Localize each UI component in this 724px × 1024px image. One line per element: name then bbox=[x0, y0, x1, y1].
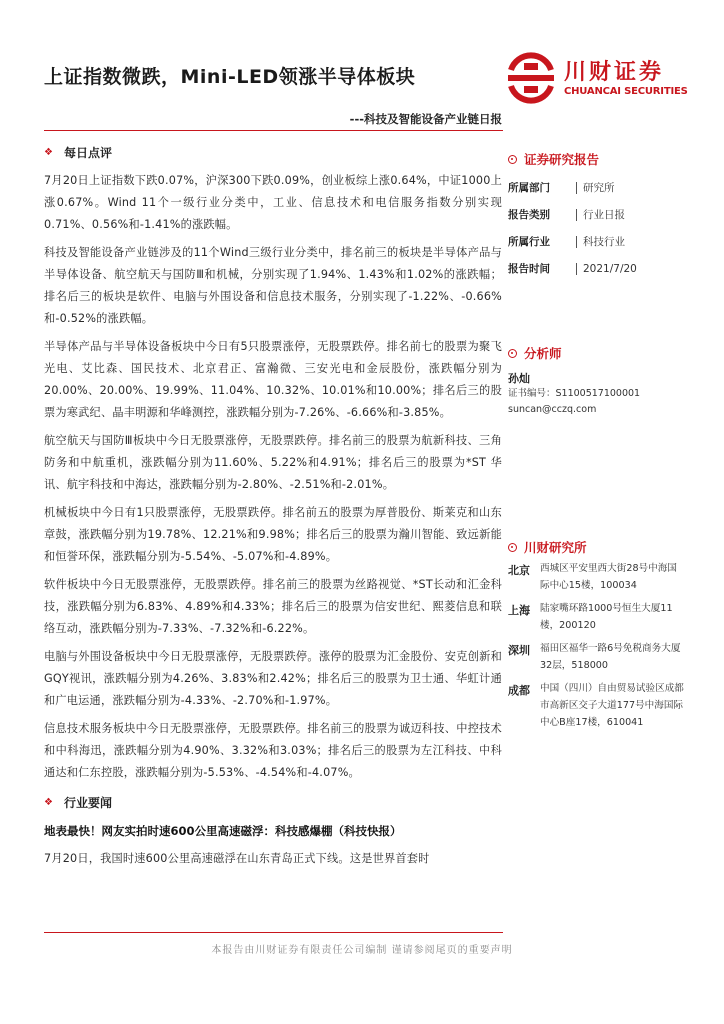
office-shanghai bbox=[508, 600, 698, 634]
sidebar-title: 证券研究报告 bbox=[524, 152, 600, 167]
info-row bbox=[508, 255, 698, 282]
info-key: 所属部门 bbox=[508, 182, 550, 194]
office-address: 西城区平安里西大街28号中海国际中心15楼，100034 bbox=[540, 563, 677, 591]
office-city: 上海 bbox=[508, 604, 530, 617]
target-icon bbox=[508, 543, 517, 552]
page-title: 上证指数微跌，Mini-LED领涨半导体板块 bbox=[44, 66, 416, 88]
analyst-certificate: 证书编号：S1100517100001 bbox=[508, 388, 641, 399]
office-city: 北京 bbox=[508, 564, 530, 577]
sidebar-report-header bbox=[508, 148, 698, 170]
sidebar-institute-header bbox=[508, 536, 698, 558]
header-divider bbox=[44, 130, 503, 131]
info-value: 研究所 bbox=[576, 182, 615, 194]
office-address: 中国（四川）自由贸易试验区成都市高新区交子大道177号中海国际中心B座17楼，610041 bbox=[540, 683, 684, 728]
paragraph-it-services: 信息技术服务板块中今日无股票涨停，无股票跌停。排名前三的股票为诚迈科技、中控技术和中科海迅，涨跌幅分别为4.90%、3.32%和3.03%；排名后三的股票为左江科技、中科通达和仁东控股，涨跌幅分别为-5.53%、-4.54%和-4.07%。 bbox=[44, 722, 502, 779]
target-icon bbox=[508, 155, 517, 164]
report-subtitle: ---科技及智能设备产业链日报 bbox=[349, 112, 502, 126]
info-row bbox=[508, 228, 698, 255]
section-label: 每日点评 bbox=[64, 145, 113, 160]
news-paragraph: 7月20日，我国时速600公里高速磁浮在山东青岛正式下线。这是世界首套时 bbox=[44, 852, 430, 865]
footer-disclaimer: 本报告由川财证券有限责任公司编制 谨请参阅尾页的重要声明 bbox=[211, 945, 513, 956]
chuancai-logo-icon bbox=[505, 52, 557, 104]
analyst-email[interactable]: suncan@cczq.com bbox=[508, 404, 597, 415]
office-shenzhen bbox=[508, 640, 698, 674]
diamond-bullet-icon: ❖ bbox=[44, 796, 53, 808]
paragraph-market: 7月20日上证指数下跌0.07%，沪深300下跌0.09%，创业板综上涨0.64%，中证1000上涨0.67%。Wind 11个一级行业分类中，工业、信息技术和电信服务指数分别实现0.71%、0.56%和-1.41%的涨跌幅。 bbox=[44, 174, 502, 231]
section-industry-news bbox=[44, 790, 502, 814]
info-row bbox=[508, 201, 698, 228]
paragraph-semiconductor: 半导体产品与半导体设备板块中今日有5只股票涨停，无股票跌停。排名前七的股票为聚飞光电、艾比森、国民技术、北京君正、富瀚微、三安光电和金辰股份，涨跌幅分别为20.00%、20.00%、19.99%、11.04%、10.32%、10.01%和10.00%；排名后三的股票为寒武纪、晶丰明源和华峰测控，涨跌幅分别为-7.26%、-6.66%和-3.85%。 bbox=[44, 340, 502, 419]
section-label: 行业要闻 bbox=[64, 795, 113, 810]
company-logo bbox=[505, 52, 688, 108]
sidebar bbox=[508, 148, 698, 737]
paragraph-software: 软件板块中今日无股票涨停，无股票跌停。排名前三的股票为丝路视觉、*ST长动和汇金科技，涨跌幅分别为6.83%、4.89%和4.33%；排名后三的股票为信安世纪、熙菱信息和联络互动，涨跌幅分别为-7.33%、-7.32%和-6.22%。 bbox=[44, 578, 502, 635]
paragraph-machinery: 机械板块中今日有1只股票涨停，无股票跌停。排名前五的股票为厚普股份、斯莱克和山东章鼓，涨跌幅分别为19.78%、12.21%和9.98%；排名后三的股票为瀚川智能、致远新能和恒誉环保，涨跌幅分别为-5.54%、-5.07%和-4.89%。 bbox=[44, 506, 502, 563]
office-beijing bbox=[508, 560, 698, 594]
diamond-bullet-icon: ❖ bbox=[44, 146, 53, 158]
info-value: 2021/7/20 bbox=[576, 263, 637, 275]
office-city: 深圳 bbox=[508, 644, 530, 657]
analyst-name: 孙灿 bbox=[508, 372, 530, 385]
main-content bbox=[44, 140, 502, 930]
info-key: 报告时间 bbox=[508, 263, 550, 275]
paragraph-sectors: 科技及智能设备产业链涉及的11个Wind三级行业分类中，排名前三的板块是半导体产品与半导体设备、航空航天与国防Ⅲ和机械，分别实现了1.94%、1.43%和1.02%的涨跌幅；排名后三的板块是软件、电脑与外围设备和信息技术服务，分别实现了-1.22%、-0.66%和-0.52%的涨跌幅。 bbox=[44, 246, 502, 325]
target-icon bbox=[508, 349, 517, 358]
info-key: 所属行业 bbox=[508, 236, 550, 248]
footer-divider bbox=[44, 932, 503, 933]
office-city: 成都 bbox=[508, 684, 530, 697]
office-address: 福田区福华一路6号免税商务大厦32层，518000 bbox=[540, 643, 681, 671]
info-key: 报告类别 bbox=[508, 209, 550, 221]
info-row bbox=[508, 174, 698, 201]
paragraph-aerospace: 航空航天与国防Ⅲ板块中今日无股票涨停，无股票跌停。排名前三的股票为航新科技、三角防务和中航重机，涨跌幅分别为11.60%、5.22%和4.91%；排名后三的股票为*ST 华讯、航宇科技和中海达，涨跌幅分别为-2.80%、-2.51%和-2.01%。 bbox=[44, 434, 502, 491]
sidebar-analyst-header bbox=[508, 342, 698, 364]
sidebar-title: 分析师 bbox=[524, 346, 562, 361]
office-address: 陆家嘴环路1000号恒生大厦11楼，200120 bbox=[540, 603, 673, 631]
news-title: 地表最快！网友实拍时速600公里高速磁浮：科技感爆棚（科技快报） bbox=[44, 824, 402, 838]
info-value: 科技行业 bbox=[576, 236, 625, 248]
paragraph-computers: 电脑与外围设备板块中今日无股票涨停，无股票跌停。涨停的股票为汇金股份、安克创新和GQY视讯，涨跌幅分别为4.26%、3.83%和2.42%；排名后三的股票为卫士通、华虹计通和广电运通，涨跌幅分别为-4.33%、-2.70%和-1.97%。 bbox=[44, 650, 502, 707]
info-value: 行业日报 bbox=[576, 209, 625, 221]
office-chengdu bbox=[508, 680, 698, 731]
logo-name: 川财证券 bbox=[564, 60, 665, 85]
section-daily-review bbox=[44, 140, 502, 164]
logo-english-name: CHUANCAI SECURITIES bbox=[564, 86, 688, 97]
sidebar-title: 川财研究所 bbox=[524, 540, 587, 555]
